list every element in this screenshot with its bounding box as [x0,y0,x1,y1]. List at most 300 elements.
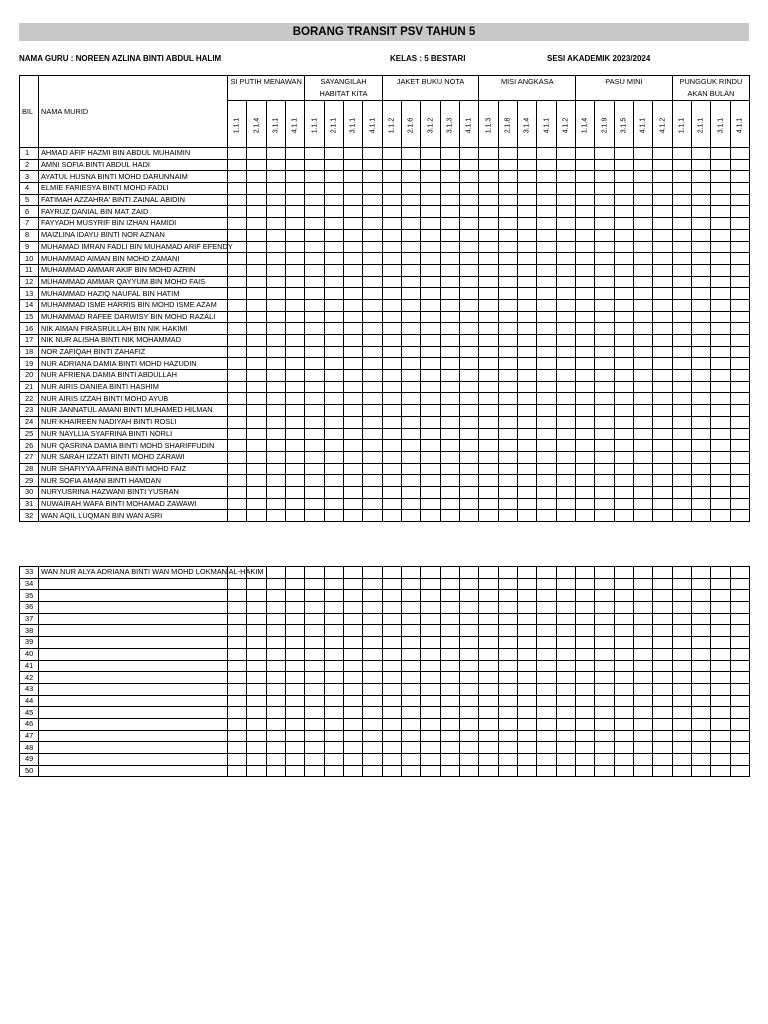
assessment-cell[interactable] [343,171,362,183]
assessment-cell[interactable] [421,765,440,777]
assessment-cell[interactable] [537,323,556,335]
assessment-cell[interactable] [576,264,595,276]
assessment-cell[interactable] [479,358,498,370]
assessment-cell[interactable] [363,440,382,452]
assessment-cell[interactable] [537,637,556,649]
assessment-cell[interactable] [440,672,459,684]
assessment-cell[interactable] [556,229,575,241]
assessment-cell[interactable] [479,159,498,171]
assessment-cell[interactable] [421,299,440,311]
assessment-cell[interactable] [421,742,440,754]
assessment-cell[interactable] [595,229,614,241]
assessment-cell[interactable] [305,742,324,754]
assessment-cell[interactable] [711,765,730,777]
assessment-cell[interactable] [711,754,730,766]
assessment-cell[interactable] [421,253,440,265]
assessment-cell[interactable] [285,393,304,405]
assessment-cell[interactable] [614,288,633,300]
assessment-cell[interactable] [324,241,343,253]
assessment-cell[interactable] [266,637,285,649]
assessment-cell[interactable] [402,475,421,487]
assessment-cell[interactable] [285,672,304,684]
assessment-cell[interactable] [653,416,672,428]
assessment-cell[interactable] [324,486,343,498]
assessment-cell[interactable] [305,218,324,230]
assessment-cell[interactable] [402,276,421,288]
assessment-cell[interactable] [324,578,343,590]
assessment-cell[interactable] [498,370,517,382]
assessment-cell[interactable] [363,148,382,160]
assessment-cell[interactable] [343,276,362,288]
assessment-cell[interactable] [479,148,498,160]
assessment-cell[interactable] [440,707,459,719]
assessment-cell[interactable] [672,613,691,625]
assessment-cell[interactable] [672,707,691,719]
assessment-cell[interactable] [459,754,478,766]
assessment-cell[interactable] [672,625,691,637]
assessment-cell[interactable] [614,498,633,510]
assessment-cell[interactable] [285,486,304,498]
assessment-cell[interactable] [479,637,498,649]
assessment-cell[interactable] [382,451,401,463]
assessment-cell[interactable] [440,463,459,475]
assessment-cell[interactable] [672,660,691,672]
assessment-cell[interactable] [401,672,420,684]
assessment-cell[interactable] [459,625,478,637]
assessment-cell[interactable] [575,754,594,766]
assessment-cell[interactable] [402,358,421,370]
assessment-cell[interactable] [730,241,749,253]
assessment-cell[interactable] [324,602,343,614]
assessment-cell[interactable] [382,613,401,625]
assessment-cell[interactable] [247,370,266,382]
assessment-cell[interactable] [266,229,285,241]
assessment-cell[interactable] [537,590,556,602]
assessment-cell[interactable] [672,381,691,393]
assessment-cell[interactable] [595,695,614,707]
assessment-cell[interactable] [633,730,652,742]
assessment-cell[interactable] [285,148,304,160]
assessment-cell[interactable] [401,613,420,625]
assessment-cell[interactable] [382,194,401,206]
assessment-cell[interactable] [672,590,691,602]
assessment-cell[interactable] [575,695,594,707]
assessment-cell[interactable] [421,276,440,288]
assessment-cell[interactable] [692,393,711,405]
assessment-cell[interactable] [401,637,420,649]
assessment-cell[interactable] [518,416,537,428]
assessment-cell[interactable] [382,707,401,719]
assessment-cell[interactable] [324,358,343,370]
assessment-cell[interactable] [440,393,459,405]
assessment-cell[interactable] [479,498,498,510]
assessment-cell[interactable] [247,637,266,649]
assessment-cell[interactable] [556,742,575,754]
assessment-cell[interactable] [440,765,459,777]
assessment-cell[interactable] [324,335,343,347]
assessment-cell[interactable] [266,660,285,672]
assessment-cell[interactable] [672,486,691,498]
assessment-cell[interactable] [247,241,266,253]
assessment-cell[interactable] [537,683,556,695]
assessment-cell[interactable] [382,567,401,579]
assessment-cell[interactable] [247,660,266,672]
assessment-cell[interactable] [402,510,421,522]
assessment-cell[interactable] [421,358,440,370]
assessment-cell[interactable] [324,206,343,218]
assessment-cell[interactable] [459,229,478,241]
assessment-cell[interactable] [537,264,556,276]
assessment-cell[interactable] [459,148,478,160]
assessment-cell[interactable] [285,335,304,347]
assessment-cell[interactable] [440,590,459,602]
assessment-cell[interactable] [498,171,517,183]
assessment-cell[interactable] [247,672,266,684]
assessment-cell[interactable] [382,765,401,777]
assessment-cell[interactable] [711,276,730,288]
assessment-cell[interactable] [363,672,382,684]
assessment-cell[interactable] [634,206,653,218]
assessment-cell[interactable] [672,335,691,347]
assessment-cell[interactable] [556,765,575,777]
assessment-cell[interactable] [595,660,614,672]
assessment-cell[interactable] [692,358,711,370]
assessment-cell[interactable] [711,358,730,370]
assessment-cell[interactable] [517,578,536,590]
assessment-cell[interactable] [228,253,247,265]
assessment-cell[interactable] [247,742,266,754]
assessment-cell[interactable] [402,381,421,393]
assessment-cell[interactable] [440,567,459,579]
assessment-cell[interactable] [459,241,478,253]
assessment-cell[interactable] [440,475,459,487]
assessment-cell[interactable] [711,625,730,637]
assessment-cell[interactable] [382,276,401,288]
assessment-cell[interactable] [402,206,421,218]
assessment-cell[interactable] [305,393,324,405]
assessment-cell[interactable] [711,370,730,382]
assessment-cell[interactable] [459,299,478,311]
assessment-cell[interactable] [633,602,652,614]
assessment-cell[interactable] [730,648,749,660]
assessment-cell[interactable] [498,730,517,742]
assessment-cell[interactable] [228,683,247,695]
assessment-cell[interactable] [324,253,343,265]
assessment-cell[interactable] [382,510,401,522]
assessment-cell[interactable] [576,510,595,522]
assessment-cell[interactable] [518,393,537,405]
assessment-cell[interactable] [614,311,633,323]
assessment-cell[interactable] [653,578,672,590]
assessment-cell[interactable] [305,311,324,323]
assessment-cell[interactable] [614,765,633,777]
assessment-cell[interactable] [711,264,730,276]
assessment-cell[interactable] [266,416,285,428]
assessment-cell[interactable] [498,707,517,719]
assessment-cell[interactable] [653,299,672,311]
assessment-cell[interactable] [614,253,633,265]
assessment-cell[interactable] [672,510,691,522]
assessment-cell[interactable] [459,451,478,463]
assessment-cell[interactable] [730,393,749,405]
assessment-cell[interactable] [556,171,575,183]
assessment-cell[interactable] [247,683,266,695]
assessment-cell[interactable] [575,730,594,742]
assessment-cell[interactable] [614,229,633,241]
assessment-cell[interactable] [498,183,517,195]
assessment-cell[interactable] [459,730,478,742]
assessment-cell[interactable] [711,672,730,684]
assessment-cell[interactable] [692,253,711,265]
assessment-cell[interactable] [634,194,653,206]
assessment-cell[interactable] [711,578,730,590]
assessment-cell[interactable] [285,405,304,417]
assessment-cell[interactable] [634,241,653,253]
assessment-cell[interactable] [402,183,421,195]
assessment-cell[interactable] [459,428,478,440]
assessment-cell[interactable] [440,428,459,440]
assessment-cell[interactable] [595,451,614,463]
assessment-cell[interactable] [285,742,304,754]
assessment-cell[interactable] [285,416,304,428]
assessment-cell[interactable] [459,602,478,614]
assessment-cell[interactable] [595,498,614,510]
assessment-cell[interactable] [634,323,653,335]
assessment-cell[interactable] [363,754,382,766]
assessment-cell[interactable] [730,288,749,300]
assessment-cell[interactable] [363,299,382,311]
assessment-cell[interactable] [324,683,343,695]
assessment-cell[interactable] [711,440,730,452]
assessment-cell[interactable] [228,660,247,672]
assessment-cell[interactable] [614,683,633,695]
assessment-cell[interactable] [421,451,440,463]
assessment-cell[interactable] [517,730,536,742]
assessment-cell[interactable] [324,451,343,463]
assessment-cell[interactable] [672,206,691,218]
assessment-cell[interactable] [285,323,304,335]
assessment-cell[interactable] [692,451,711,463]
assessment-cell[interactable] [402,311,421,323]
assessment-cell[interactable] [247,194,266,206]
assessment-cell[interactable] [691,637,710,649]
assessment-cell[interactable] [653,241,672,253]
assessment-cell[interactable] [672,730,691,742]
assessment-cell[interactable] [459,742,478,754]
assessment-cell[interactable] [614,428,633,440]
assessment-cell[interactable] [285,276,304,288]
assessment-cell[interactable] [343,206,362,218]
assessment-cell[interactable] [614,742,633,754]
assessment-cell[interactable] [324,229,343,241]
assessment-cell[interactable] [343,695,362,707]
assessment-cell[interactable] [692,463,711,475]
assessment-cell[interactable] [556,335,575,347]
assessment-cell[interactable] [266,742,285,754]
assessment-cell[interactable] [498,754,517,766]
assessment-cell[interactable] [479,393,498,405]
assessment-cell[interactable] [440,498,459,510]
assessment-cell[interactable] [382,381,401,393]
assessment-cell[interactable] [324,695,343,707]
assessment-cell[interactable] [498,428,517,440]
assessment-cell[interactable] [614,218,633,230]
assessment-cell[interactable] [479,718,498,730]
assessment-cell[interactable] [421,730,440,742]
assessment-cell[interactable] [343,672,362,684]
assessment-cell[interactable] [285,159,304,171]
assessment-cell[interactable] [459,613,478,625]
assessment-cell[interactable] [517,637,536,649]
assessment-cell[interactable] [479,416,498,428]
assessment-cell[interactable] [691,730,710,742]
assessment-cell[interactable] [711,218,730,230]
assessment-cell[interactable] [382,648,401,660]
assessment-cell[interactable] [402,148,421,160]
assessment-cell[interactable] [537,229,556,241]
assessment-cell[interactable] [343,358,362,370]
assessment-cell[interactable] [285,299,304,311]
assessment-cell[interactable] [614,718,633,730]
assessment-cell[interactable] [614,578,633,590]
assessment-cell[interactable] [401,625,420,637]
assessment-cell[interactable] [730,358,749,370]
assessment-cell[interactable] [421,463,440,475]
assessment-cell[interactable] [382,683,401,695]
assessment-cell[interactable] [402,346,421,358]
assessment-cell[interactable] [692,486,711,498]
assessment-cell[interactable] [421,486,440,498]
assessment-cell[interactable] [576,171,595,183]
assessment-cell[interactable] [402,370,421,382]
assessment-cell[interactable] [382,578,401,590]
assessment-cell[interactable] [305,381,324,393]
assessment-cell[interactable] [363,183,382,195]
assessment-cell[interactable] [343,718,362,730]
assessment-cell[interactable] [537,625,556,637]
assessment-cell[interactable] [595,323,614,335]
assessment-cell[interactable] [421,393,440,405]
assessment-cell[interactable] [228,613,247,625]
assessment-cell[interactable] [324,510,343,522]
assessment-cell[interactable] [575,765,594,777]
assessment-cell[interactable] [730,613,749,625]
assessment-cell[interactable] [401,695,420,707]
assessment-cell[interactable] [576,405,595,417]
assessment-cell[interactable] [653,264,672,276]
assessment-cell[interactable] [653,194,672,206]
assessment-cell[interactable] [228,590,247,602]
assessment-cell[interactable] [305,416,324,428]
assessment-cell[interactable] [402,486,421,498]
assessment-cell[interactable] [459,683,478,695]
assessment-cell[interactable] [614,276,633,288]
assessment-cell[interactable] [479,602,498,614]
assessment-cell[interactable] [556,613,575,625]
assessment-cell[interactable] [421,370,440,382]
assessment-cell[interactable] [576,241,595,253]
assessment-cell[interactable] [498,299,517,311]
assessment-cell[interactable] [692,159,711,171]
assessment-cell[interactable] [421,567,440,579]
assessment-cell[interactable] [305,229,324,241]
assessment-cell[interactable] [633,718,652,730]
assessment-cell[interactable] [459,672,478,684]
assessment-cell[interactable] [266,405,285,417]
assessment-cell[interactable] [537,660,556,672]
assessment-cell[interactable] [363,613,382,625]
assessment-cell[interactable] [672,171,691,183]
assessment-cell[interactable] [266,241,285,253]
assessment-cell[interactable] [285,602,304,614]
assessment-cell[interactable] [363,625,382,637]
assessment-cell[interactable] [537,498,556,510]
assessment-cell[interactable] [537,754,556,766]
assessment-cell[interactable] [537,194,556,206]
assessment-cell[interactable] [421,381,440,393]
assessment-cell[interactable] [634,148,653,160]
assessment-cell[interactable] [498,288,517,300]
assessment-cell[interactable] [305,206,324,218]
assessment-cell[interactable] [247,311,266,323]
assessment-cell[interactable] [595,393,614,405]
assessment-cell[interactable] [343,567,362,579]
assessment-cell[interactable] [672,194,691,206]
assessment-cell[interactable] [517,613,536,625]
assessment-cell[interactable] [672,276,691,288]
assessment-cell[interactable] [285,288,304,300]
assessment-cell[interactable] [479,171,498,183]
assessment-cell[interactable] [711,299,730,311]
assessment-cell[interactable] [518,358,537,370]
assessment-cell[interactable] [730,590,749,602]
assessment-cell[interactable] [285,718,304,730]
assessment-cell[interactable] [576,428,595,440]
assessment-cell[interactable] [305,486,324,498]
assessment-cell[interactable] [653,498,672,510]
assessment-cell[interactable] [343,754,362,766]
assessment-cell[interactable] [266,276,285,288]
assessment-cell[interactable] [711,393,730,405]
assessment-cell[interactable] [576,358,595,370]
assessment-cell[interactable] [730,323,749,335]
assessment-cell[interactable] [266,498,285,510]
assessment-cell[interactable] [692,194,711,206]
assessment-cell[interactable] [421,718,440,730]
assessment-cell[interactable] [343,602,362,614]
assessment-cell[interactable] [228,440,247,452]
assessment-cell[interactable] [537,416,556,428]
assessment-cell[interactable] [633,578,652,590]
assessment-cell[interactable] [575,683,594,695]
assessment-cell[interactable] [440,510,459,522]
assessment-cell[interactable] [595,475,614,487]
assessment-cell[interactable] [614,405,633,417]
assessment-cell[interactable] [556,148,575,160]
assessment-cell[interactable] [266,567,285,579]
assessment-cell[interactable] [343,451,362,463]
assessment-cell[interactable] [479,253,498,265]
assessment-cell[interactable] [614,299,633,311]
assessment-cell[interactable] [440,148,459,160]
assessment-cell[interactable] [653,206,672,218]
assessment-cell[interactable] [556,683,575,695]
assessment-cell[interactable] [634,370,653,382]
assessment-cell[interactable] [247,171,266,183]
assessment-cell[interactable] [402,428,421,440]
assessment-cell[interactable] [556,648,575,660]
assessment-cell[interactable] [459,358,478,370]
